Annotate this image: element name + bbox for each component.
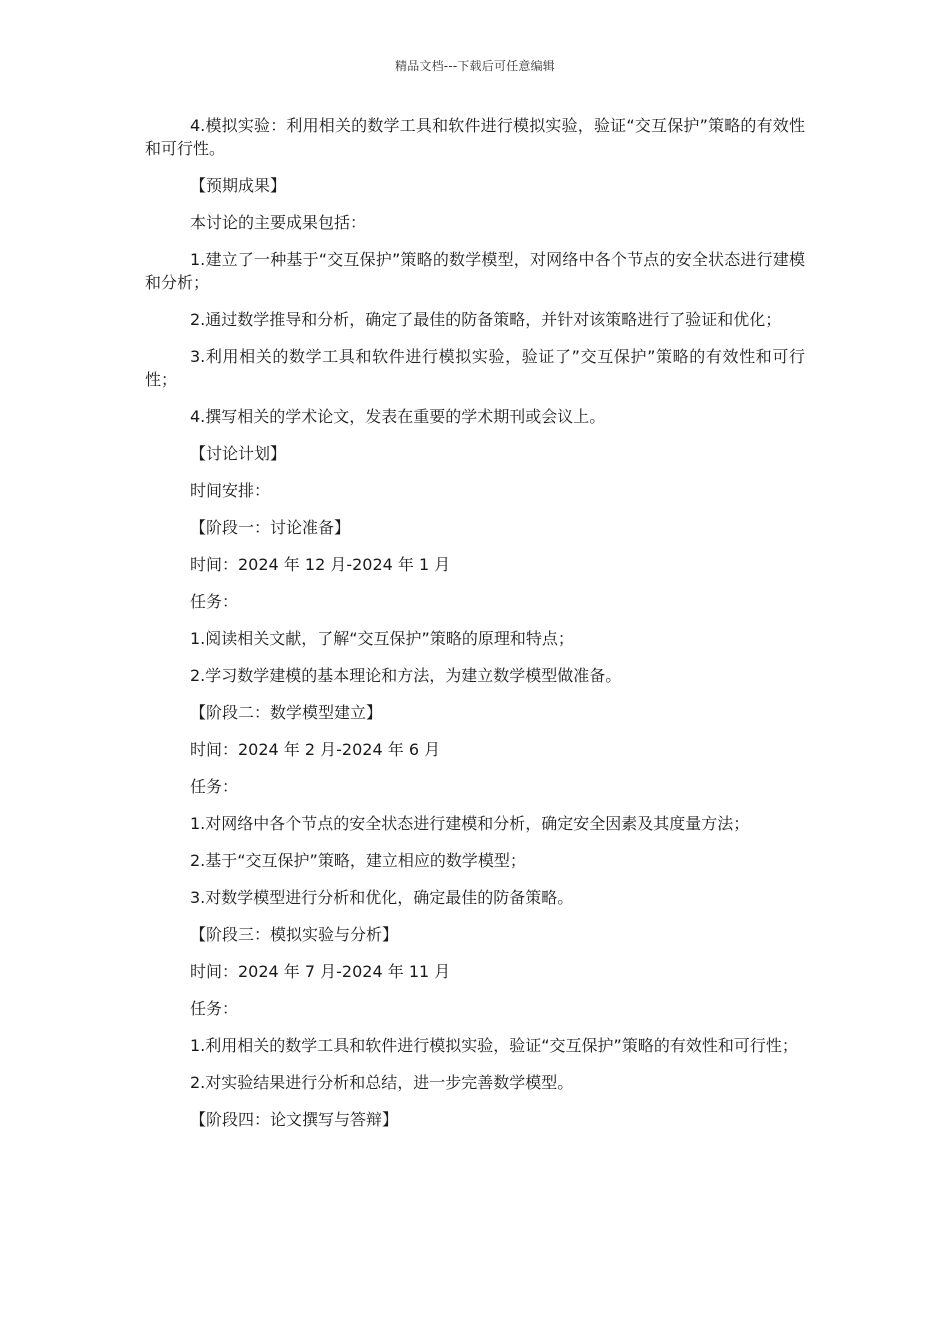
section-heading: 【预期成果】 (190, 176, 287, 195)
document-body (145, 114, 805, 1145)
paragraph: 本讨论的主要成果包括： (190, 213, 367, 232)
paragraph: 时间安排： (190, 481, 271, 500)
list-item: 1.对网络中各个节点的安全状态进行建模和分析，确定安全因素及其度量方法； (190, 814, 750, 833)
page-header: 精品文档---下载后可任意编辑 (395, 59, 555, 73)
list-item: 2.学习数学建模的基本理论和方法，为建立数学模型做准备。 (190, 666, 622, 685)
list-item: 2.基于“交互保护”策略，建立相应的数学模型； (190, 851, 526, 870)
list-item: 1.阅读相关文献，了解“交互保护”策略的原理和特点； (190, 629, 574, 648)
task-label: 任务： (190, 999, 239, 1018)
list-item: 2.对实验结果进行分析和总结，进一步完善数学模型。 (190, 1073, 574, 1092)
list-item: 1.利用相关的数学工具和软件进行模拟实验，验证“交互保护”策略的有效性和可行性； (190, 1036, 798, 1055)
stage-heading: 【阶段四：论文撰写与答辩】 (190, 1110, 399, 1129)
stage-time: 时间：2024 年 7 月-2024 年 11 月 (190, 962, 451, 981)
paragraph: 4.模拟实验：利用相关的数学工具和软件进行模拟实验，验证“交互保护”策略的有效性和可行性。 (145, 116, 805, 158)
stage-heading: 【阶段一：讨论准备】 (190, 518, 351, 537)
stage-heading: 【阶段三：模拟实验与分析】 (190, 925, 399, 944)
list-item: 4.撰写相关的学术论文，发表在重要的学术期刊或会议上。 (190, 407, 606, 426)
stage-time: 时间：2024 年 2 月-2024 年 6 月 (190, 740, 441, 759)
stage-heading: 【阶段二：数学模型建立】 (190, 703, 383, 722)
section-heading: 【讨论计划】 (190, 444, 287, 463)
task-label: 任务： (190, 777, 239, 796)
stage-time: 时间：2024 年 12 月-2024 年 1 月 (190, 555, 451, 574)
list-item: 1.建立了一种基于“交互保护”策略的数学模型，对网络中各个节点的安全状态进行建模和分析； (145, 250, 805, 292)
list-item: 3.对数学模型进行分析和优化，确定最佳的防备策略。 (190, 888, 574, 907)
task-label: 任务： (190, 592, 239, 611)
list-item: 2.通过数学推导和分析，确定了最佳的防备策略，并针对该策略进行了验证和优化； (190, 310, 782, 329)
list-item: 3.利用相关的数学工具和软件进行模拟实验，验证了”交互保护”策略的有效性和可行性； (145, 347, 805, 389)
